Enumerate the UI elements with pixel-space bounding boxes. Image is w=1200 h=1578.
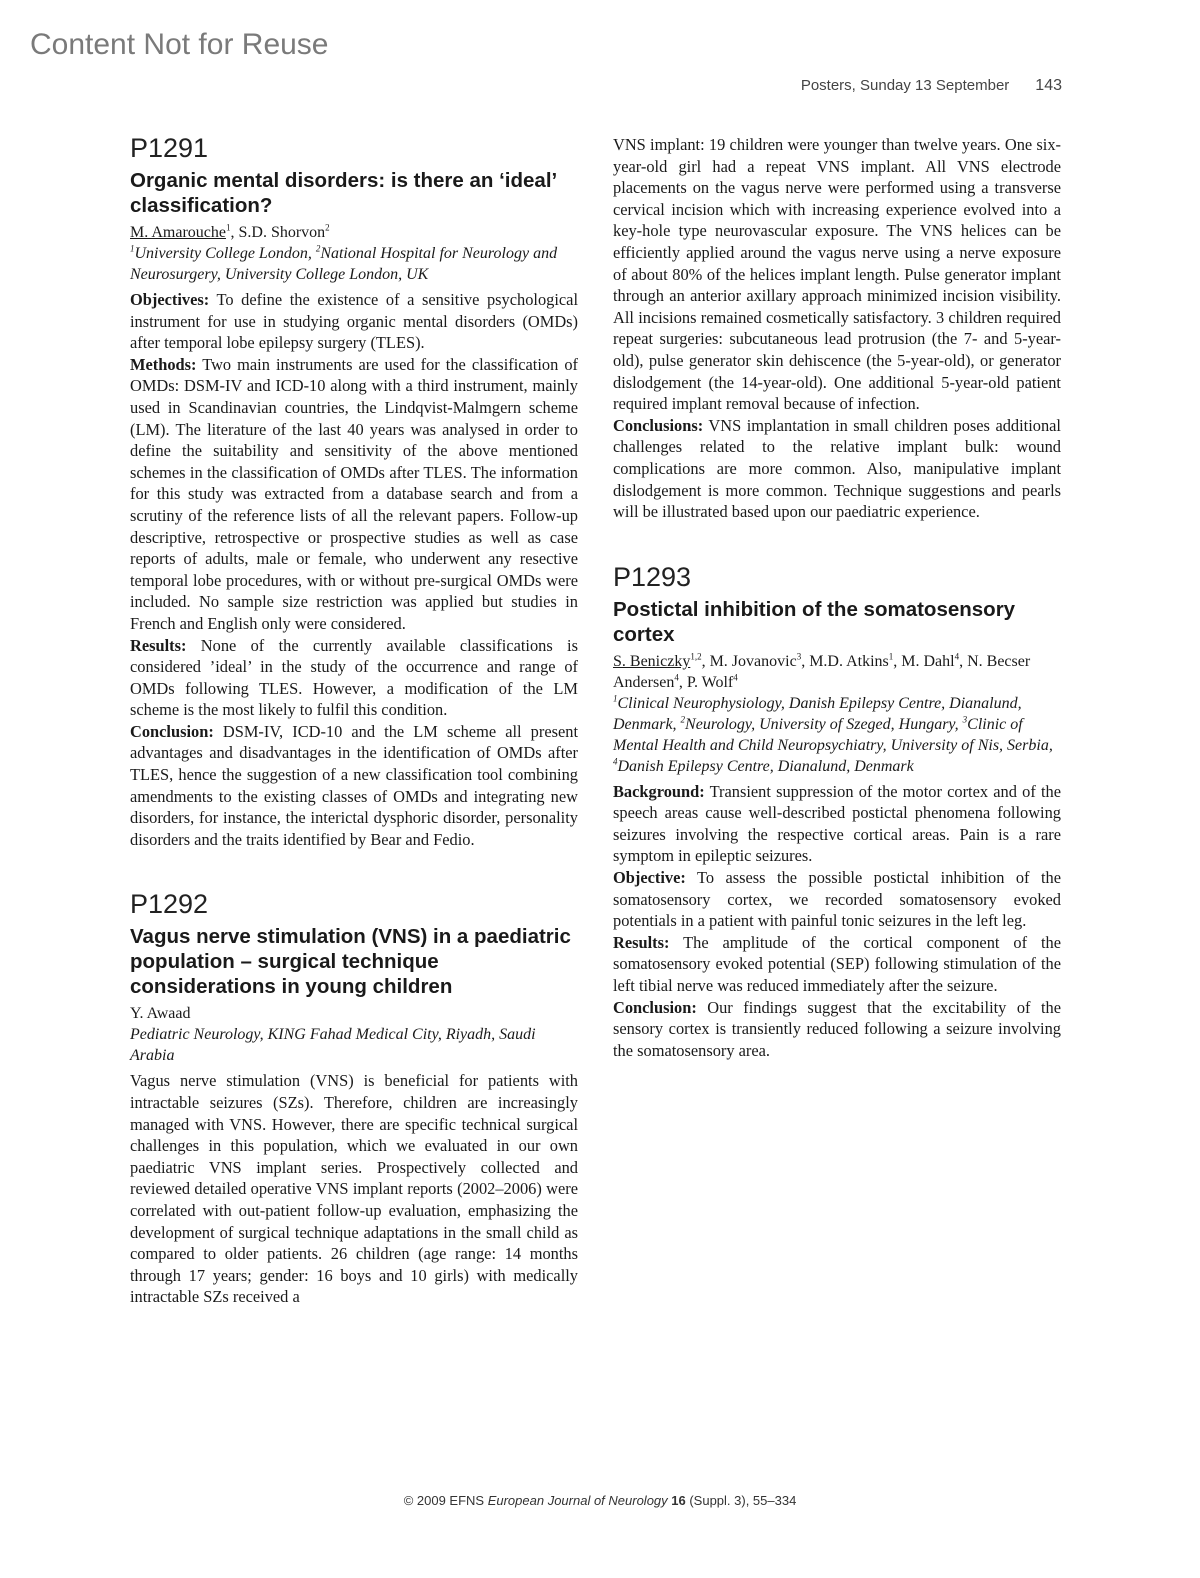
results-paragraph <box>130 635 578 721</box>
section-label: Objectives: <box>130 290 210 309</box>
running-head <box>801 77 1062 95</box>
affil-marker: 2 <box>315 243 321 254</box>
section-label: Methods: <box>130 354 197 374</box>
abstract-title: Organic mental disorders: is there an ‘ideal’ classification? <box>130 169 557 217</box>
affiliation: Clinical Neurophysiology, Danish Epilepsy Centre, Dianalund, Denmark, <box>613 694 1022 733</box>
abstract-id: P1293 <box>613 561 692 592</box>
section-text: The amplitude of the cortical component of the somatosensory evoked potential (SEP) following stimulation of the left tibial nerve was reduced immediately after the seizure. <box>613 932 1061 996</box>
objectives-paragraph <box>130 289 578 354</box>
author-list: Y. Awaad <box>130 1005 191 1023</box>
section-label: Objective: <box>613 868 686 888</box>
watermark: Content Not for Reuse <box>30 28 329 61</box>
abstract-p1292 <box>130 888 578 1308</box>
volume-number: 16 <box>667 1493 686 1508</box>
supplement-pages: (Suppl. 3), 55–334 <box>685 1493 797 1508</box>
affiliation: Danish Epilepsy Centre, Dianalund, Denmark <box>617 757 914 775</box>
affil-marker: 2 <box>680 714 686 725</box>
author-list <box>130 222 578 243</box>
abstract-id: P1291 <box>130 133 209 163</box>
affil-marker: 3 <box>962 714 968 725</box>
coauthor: , N. Becser Andersen <box>613 652 1031 691</box>
affiliations: Pediatric Neurology, KING Fahad Medical City, Riyadh, Saudi Arabia <box>130 1026 536 1065</box>
author-list <box>613 651 1061 693</box>
section-text: Transient suppression of the motor cortex and of the speech areas cause well-described postictal phenomena following seizures involving the respective cortical areas. Pain is a rare symptom in epileptic seizures. <box>613 781 1061 866</box>
methods-paragraph <box>130 354 578 635</box>
abstract-p1291 <box>130 132 578 850</box>
abstract-id: P1292 <box>130 889 209 920</box>
section-text: Two main instruments are used for the classification of OMDs: DSM-IV and ICD-10 along with a third instrument, mainly used in Scandinavian countries, the Lindqvist-Malmgern scheme (LM). The literature of the last 40 years was analysed in order to define the suitability and sensitivity of the above mentioned schemes in the classification of OMDs after TLES. The information for this study was extracted from a database search and from a scrutiny of the reference lists of all the relevant papers. Follow-up descriptive, retrospective or prospective studies as well as case reports of adults, male or female, who underwent any resective temporal lobe procedures, with or without pre-surgical OMDs were included. No sample size restriction was applied but studies in French and English only were considered. <box>130 354 578 633</box>
affiliation: Neurology, University of Szeged, Hungary, <box>685 715 963 733</box>
section-text: DSM-IV, ICD-10 and the LM scheme all present advantages and disadvantages in the identification of OMDs after TLES, hence the suggestion of a new classification tool combining amendments to the existing classes of OMDs and integrating new disorders, for instance, the interictal dysphoric disorder, personality disorders and the traits identified by Bear and Fedio. <box>130 721 578 849</box>
affil-marker: 4 <box>674 672 679 683</box>
section-label: Results: <box>613 932 670 952</box>
section-label: Results: <box>130 635 187 655</box>
section-text: To define the existence of a sensitive psychological instrument for use in studying organic mental disorders (OMDs) after temporal lobe epilepsy surgery (TLES). <box>130 290 578 353</box>
journal-name: European Journal of Neurology <box>487 1493 668 1508</box>
left-column <box>130 132 578 1308</box>
coauthor: , M. Dahl <box>893 652 955 670</box>
coauthor: , M.D. Atkins <box>801 652 889 670</box>
affiliations <box>130 243 578 285</box>
coauthors: , S.D. Shorvon <box>230 224 326 241</box>
abstract-p1292-continued <box>613 134 1061 523</box>
affil-marker: 1 <box>888 651 894 662</box>
conclusion-paragraph <box>130 721 578 851</box>
affiliation: Clinic of Mental Health and Child Neuropsychiatry, University of Nis, Serbia, <box>613 715 1053 754</box>
body-paragraph: VNS implant: 19 children were younger than twelve years. One six-year-old girl had a repeat VNS implant. All VNS electrode placements on the vagus nerve were performed using a transverse cervical incision which with increasing experience evolved into a key-hole type neurovascular exposure. The VNS helices can be efficiently applied around the vagus nerve using a nerve exposure of about 80% of the helices implant length. Pulse generator implant through an anterior axillary approach minimized incision visibility. All incisions remained cosmetically satisfactory. 3 children required repeat surgeries: subcutaneous lead protrusion (the 7- and 5-year-old), pulse generator skin dehiscence (the 5-year-old), or generator dislodgement (the 14-year-old). One additional 5-year-old patient required implant removal because of infection. <box>613 135 1061 414</box>
section-text: VNS implantation in small children poses additional challenges related to the relative implant bulk: wound complications are more common. Also, manipulative implant dislodgement is more common. Technique suggestions and pearls will be illustrated based upon our paediatric experience. <box>613 415 1061 522</box>
copyright: © 2009 EFNS <box>403 1493 488 1508</box>
affiliation: University College London, <box>134 245 316 262</box>
background-paragraph <box>613 781 1061 867</box>
affil-marker: 4 <box>733 672 738 683</box>
presenting-author: S. Beniczky <box>613 652 691 670</box>
section-label: Conclusions: <box>613 415 704 435</box>
affil-marker: 4 <box>954 651 960 662</box>
affiliation: National Hospital for Neurology and Neurosurgery, University College London, UK <box>130 245 558 283</box>
presenting-author: M. Amarouche <box>130 224 226 241</box>
abstract-title: Postictal inhibition of the somatosensory cortex <box>613 597 1016 646</box>
affil-marker: 3 <box>796 651 802 662</box>
section-text: None of the currently available classifications is considered ’ideal’ in the study of the occurrence and range of OMDs following TLES. However, a modification of the LM scheme is the most likely to fulfil this condition. <box>130 635 578 720</box>
coauthor: , P. Wolf <box>678 673 734 691</box>
affiliations <box>613 693 1061 777</box>
affil-marker: 2 <box>325 222 330 233</box>
coauthor: , M. Jovanovic <box>701 652 797 670</box>
body-paragraph: Vagus nerve stimulation (VNS) is beneficial for patients with intractable seizures (SZs). Therefore, children are increasingly managed with VNS. However, there are specific technical surgical challenges in this population, which we evaluated in our own paediatric VNS implant series. Prospectively collected and reviewed detailed operative VNS implant reports (2002–2006) were correlated with out-patient follow-up evaluation, emphasizing the development of surgical technique adaptations in the small child as compared to older patients. 26 children (age range: 14 months through 17 years; gender: 16 boys and 10 girls) with medically intractable SZs received a <box>130 1071 578 1307</box>
section-title: Posters, Sunday 13 September <box>800 77 1010 94</box>
abstract-p1293 <box>613 561 1061 1062</box>
section-label: Conclusion: <box>130 721 214 741</box>
section-text: Our findings suggest that the excitability of the sensory cortex is transiently reduced following a seizure involving the somatosensory area. <box>613 997 1061 1060</box>
conclusions-paragraph <box>613 415 1061 523</box>
affil-marker: 1 <box>130 243 135 254</box>
right-column <box>613 134 1061 1061</box>
results-paragraph <box>613 932 1061 997</box>
affil-marker: 1,2 <box>690 651 702 662</box>
affil-marker: 1 <box>613 693 618 704</box>
page-number: 143 <box>1035 77 1062 94</box>
conclusion-paragraph <box>613 997 1061 1062</box>
objective-paragraph <box>613 867 1061 932</box>
page-footer <box>0 1493 1200 1508</box>
affil-marker: 4 <box>613 756 618 767</box>
affil-marker: 1 <box>225 222 231 233</box>
section-label: Conclusion: <box>613 997 697 1017</box>
abstract-title: Vagus nerve stimulation (VNS) in a paediatric population – surgical technique considerations in young children <box>130 925 571 999</box>
section-text: To assess the possible postictal inhibition of the somatosensory cortex, we recorded somatosensory evoked potentials in a patient with painful tonic seizures in the left leg. <box>613 868 1061 931</box>
section-label: Background: <box>613 781 705 801</box>
